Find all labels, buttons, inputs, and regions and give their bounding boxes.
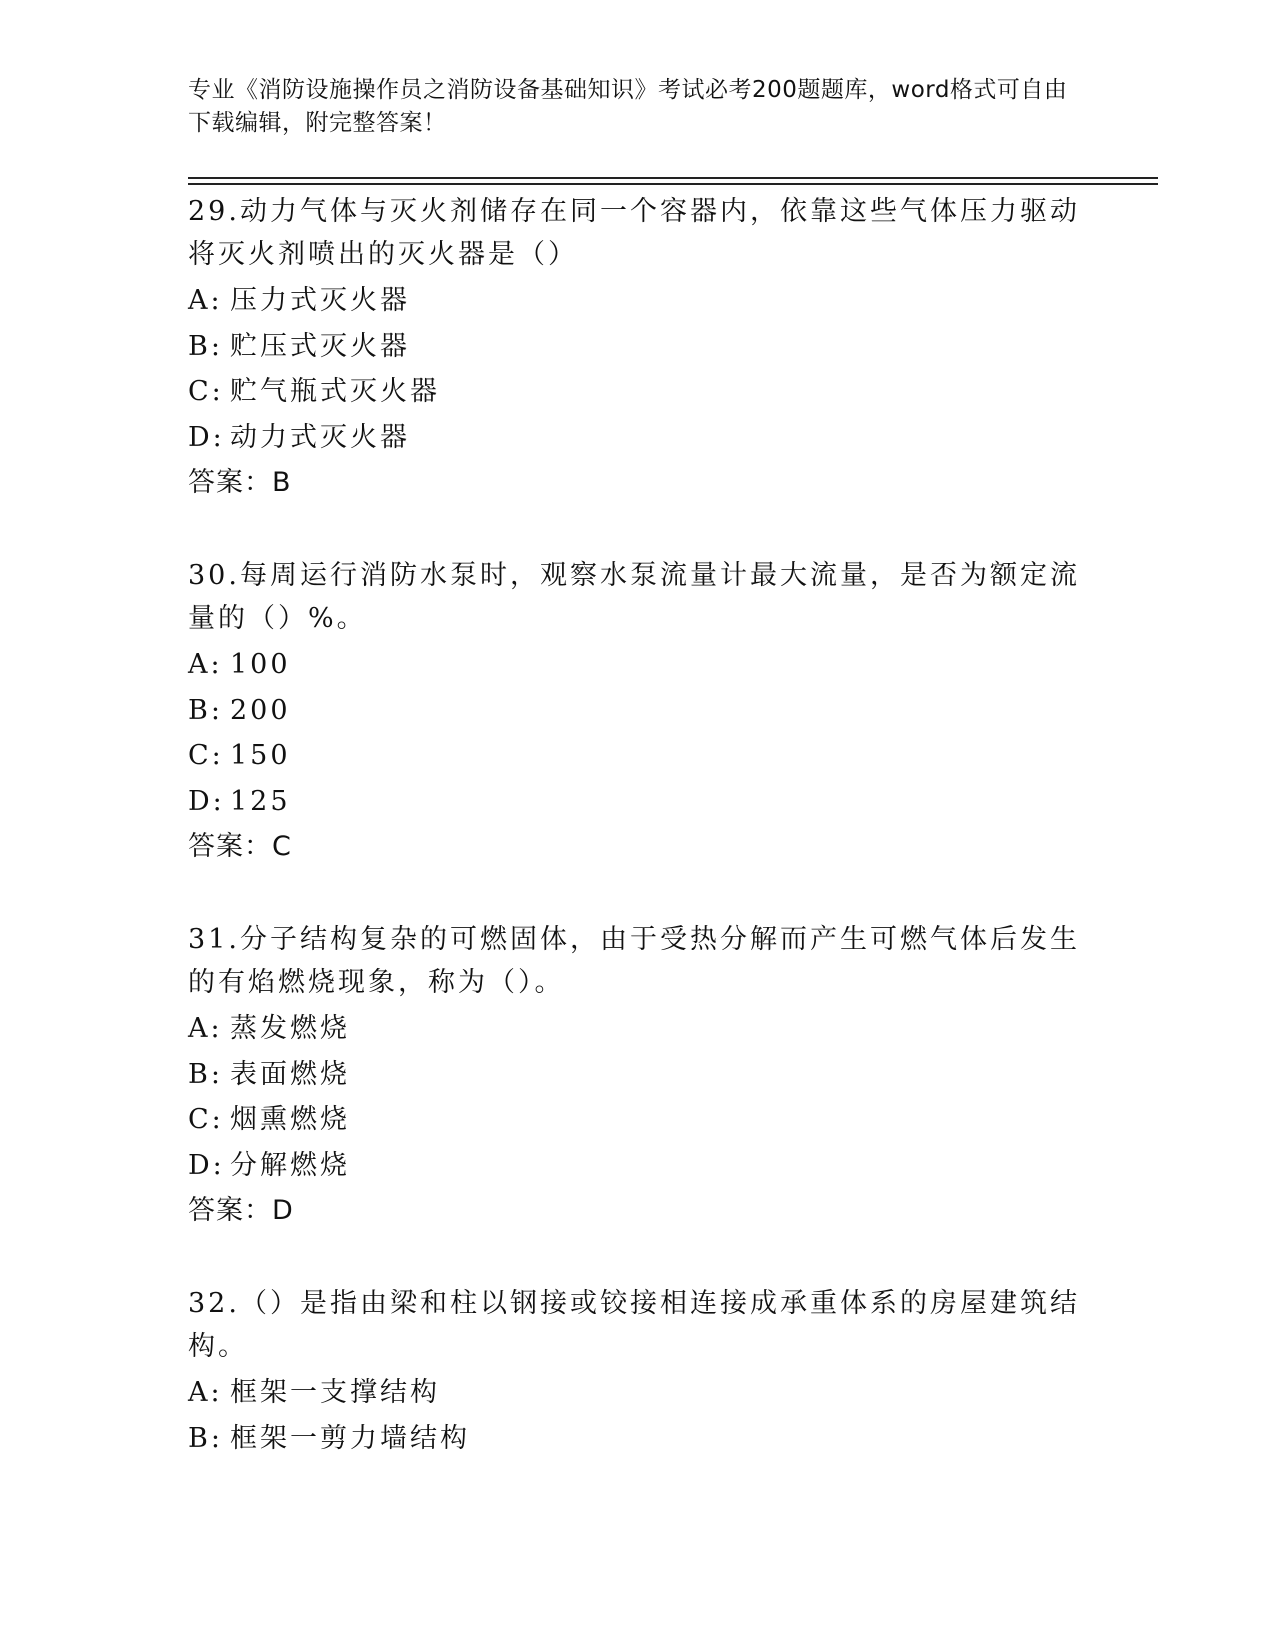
option-letter: D:: [188, 1149, 225, 1181]
option-a: [188, 1370, 1088, 1416]
option-b: [188, 688, 1088, 734]
option-text: 125: [230, 785, 291, 817]
option-letter: B:: [188, 1422, 223, 1454]
option-letter: A:: [188, 285, 223, 316]
option-a: [188, 1006, 1088, 1052]
option-list: [188, 1006, 1088, 1188]
option-text: 蒸发燃烧: [230, 1013, 350, 1044]
option-list: [188, 278, 1088, 460]
option-c: [188, 369, 1088, 415]
option-text: 动力式灭火器: [230, 421, 410, 453]
option-list: [188, 642, 1088, 824]
option-letter: C:: [188, 740, 224, 771]
header-divider-top: [188, 177, 1158, 179]
option-text: 烟熏燃烧: [230, 1104, 350, 1135]
answer-line: 答案：C: [188, 831, 292, 862]
option-b: [188, 1052, 1088, 1098]
option-letter: C:: [188, 376, 224, 407]
question-29: [188, 190, 1088, 505]
option-letter: D:: [188, 785, 225, 817]
option-letter: A:: [188, 649, 223, 680]
option-list: [188, 1370, 1088, 1461]
option-a: [188, 642, 1088, 688]
document-header: 专业《消防设施操作员之消防设备基础知识》考试必考200题题库，word格式可自由下载编辑，附完整答案！: [188, 77, 1068, 136]
option-text: 框架一支撑结构: [230, 1377, 440, 1408]
header-divider-bottom: [188, 183, 1158, 185]
question-stem: 30.每周运行消防水泵时，观察水泵流量计最大流量，是否为额定流量的（）%。: [188, 560, 1080, 634]
option-text: 贮气瓶式灭火器: [230, 376, 440, 407]
answer-line: 答案：B: [188, 467, 292, 498]
option-text: 压力式灭火器: [230, 285, 410, 316]
option-d: [188, 415, 1088, 461]
option-letter: C:: [188, 1104, 224, 1135]
question-stem: 31.分子结构复杂的可燃固体，由于受热分解而产生可燃气体后发生的有焰燃烧现象，称为（）。: [188, 924, 1080, 998]
answer-line: 答案：D: [188, 1195, 294, 1226]
option-letter: A:: [188, 1377, 223, 1408]
option-text: 贮压式灭火器: [230, 330, 410, 362]
option-text: 表面燃烧: [230, 1058, 350, 1090]
option-d: [188, 1143, 1088, 1189]
option-text: 150: [230, 740, 291, 771]
option-b: [188, 324, 1088, 370]
option-letter: B:: [188, 694, 223, 726]
option-letter: A:: [188, 1013, 223, 1044]
question-stem: 29.动力气体与灭火剂储存在同一个容器内，依靠这些气体压力驱动将灭火剂喷出的灭火器是（）: [188, 196, 1080, 270]
option-d: [188, 779, 1088, 825]
option-b: [188, 1416, 1088, 1462]
option-letter: B:: [188, 1058, 223, 1090]
option-letter: B:: [188, 330, 223, 362]
question-32: [188, 1282, 1088, 1461]
question-31: [188, 918, 1088, 1233]
option-c: [188, 1097, 1088, 1143]
option-text: 分解燃烧: [230, 1149, 350, 1181]
option-text: 200: [230, 694, 291, 726]
option-text: 100: [230, 649, 291, 680]
option-text: 框架一剪力墙结构: [230, 1422, 470, 1454]
option-a: [188, 278, 1088, 324]
question-stem: 32.（）是指由梁和柱以钢接或铰接相连接成承重体系的房屋建筑结构。: [188, 1288, 1080, 1362]
option-letter: D:: [188, 421, 225, 453]
question-30: [188, 554, 1088, 869]
option-c: [188, 733, 1088, 779]
